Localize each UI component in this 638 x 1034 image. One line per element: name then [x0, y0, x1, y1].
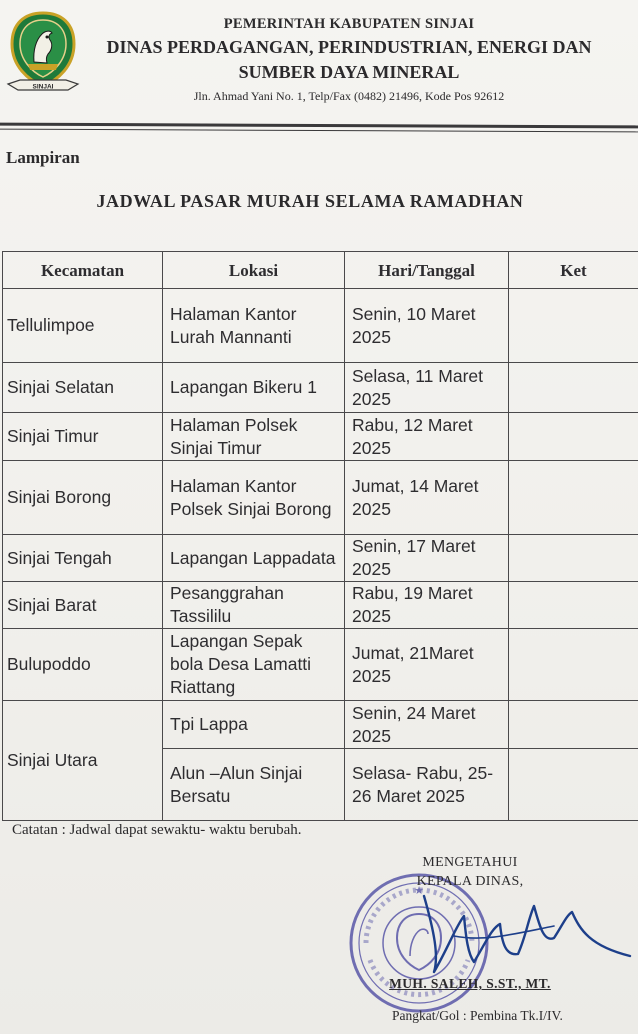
table-row — [3, 363, 638, 413]
table-header-row — [3, 252, 638, 289]
table-row — [3, 582, 638, 629]
letterhead-agency: DINAS PERDAGANGAN, PERINDUSTRIAN, ENERGI DAN — [106, 37, 592, 57]
cell-lokasi: Alun –Alun Sinjai Bersatu — [163, 749, 345, 821]
table-row — [3, 461, 638, 535]
cell-ket — [509, 749, 638, 821]
letterhead-address: Jln. Ahmad Yani No. 1, Telp/Fax (0482) 21496, Kode Pos 92612 — [193, 89, 505, 103]
signatory-position: KEPALA DINAS, — [416, 874, 524, 889]
table-row — [3, 413, 638, 461]
attachment-label: Lampiran — [6, 148, 80, 167]
cell-tanggal: Jumat, 21Maret 2025 — [345, 629, 509, 701]
letterhead-divider-thin — [0, 129, 638, 133]
cell-lokasi: Lapangan Bikeru 1 — [163, 363, 345, 413]
letterhead — [84, 14, 614, 104]
cell-tanggal: Senin, 24 Maret 2025 — [345, 701, 509, 749]
cell-ket — [509, 535, 638, 582]
cell-kecamatan: Sinjai Selatan — [3, 363, 163, 413]
signatory-rank: Pangkat/Gol : Pembina Tk.I/IV. — [392, 1008, 563, 1023]
cell-ket — [509, 461, 638, 535]
table-row — [3, 289, 638, 363]
cell-kecamatan: Bulupoddo — [3, 629, 163, 701]
cell-ket — [509, 582, 638, 629]
cell-tanggal: Rabu, 19 Maret 2025 — [345, 582, 509, 629]
letterhead-government: PEMERINTAH KABUPATEN SINJAI — [223, 16, 475, 32]
cell-tanggal: Senin, 10 Maret 2025 — [345, 289, 509, 363]
logo-ribbon-text: SINJAI — [32, 83, 54, 91]
cell-kecamatan: Sinjai Tengah — [3, 535, 163, 582]
schedule-note: Catatan : Jadwal dapat sewaktu- waktu berubah. — [12, 822, 302, 838]
cell-kecamatan: Sinjai Utara — [3, 701, 163, 821]
cell-kecamatan: Sinjai Borong — [3, 461, 163, 535]
cell-lokasi: Halaman Kantor Lurah Mannanti — [163, 289, 345, 363]
header-kecamatan: Kecamatan — [3, 252, 163, 289]
table-row — [3, 629, 638, 701]
letterhead-agency-continued: SUMBER DAYA MINERAL — [238, 62, 460, 82]
cell-lokasi: Lapangan Sepak bola Desa Lamatti Riattang — [163, 629, 345, 701]
schedule-table — [2, 251, 638, 821]
cell-tanggal: Senin, 17 Maret 2025 — [345, 535, 509, 582]
cell-kecamatan: Sinjai Barat — [3, 582, 163, 629]
svg-text:★: ★ — [414, 885, 424, 897]
handwritten-signature-icon — [394, 876, 634, 986]
signatory-name: MUH. SALEH, S.ST., MT. — [389, 976, 551, 991]
cell-lokasi: Pesanggrahan Tassililu — [163, 582, 345, 629]
cell-ket — [509, 413, 638, 461]
cell-lokasi: Tpi Lappa — [163, 701, 345, 749]
table-row — [3, 701, 638, 749]
cell-tanggal: Jumat, 14 Maret 2025 — [345, 461, 509, 535]
header-hari-tanggal: Hari/Tanggal — [345, 252, 509, 289]
cell-ket — [509, 629, 638, 701]
table-row — [3, 535, 638, 582]
cell-ket — [509, 289, 638, 363]
cell-tanggal: Selasa, 11 Maret 2025 — [345, 363, 509, 413]
cell-tanggal: Rabu, 12 Maret 2025 — [345, 413, 509, 461]
acknowledged-label: MENGETAHUI — [422, 855, 518, 870]
cell-tanggal: Selasa- Rabu, 25- 26 Maret 2025 — [345, 749, 509, 821]
cell-lokasi: Halaman Polsek Sinjai Timur — [163, 413, 345, 461]
document-title: JADWAL PASAR MURAH SELAMA RAMADHAN — [96, 191, 524, 211]
letterhead-divider-thick — [0, 123, 638, 129]
cell-kecamatan: Tellulimpoe — [3, 289, 163, 363]
cell-lokasi: Halaman Kantor Polsek Sinjai Borong — [163, 461, 345, 535]
cell-lokasi: Lapangan Lappadata — [163, 535, 345, 582]
cell-kecamatan: Sinjai Timur — [3, 413, 163, 461]
header-lokasi: Lokasi — [163, 252, 345, 289]
regency-logo-icon — [6, 10, 80, 100]
header-ket: Ket — [509, 252, 638, 289]
cell-ket — [509, 363, 638, 413]
cell-ket — [509, 701, 638, 749]
